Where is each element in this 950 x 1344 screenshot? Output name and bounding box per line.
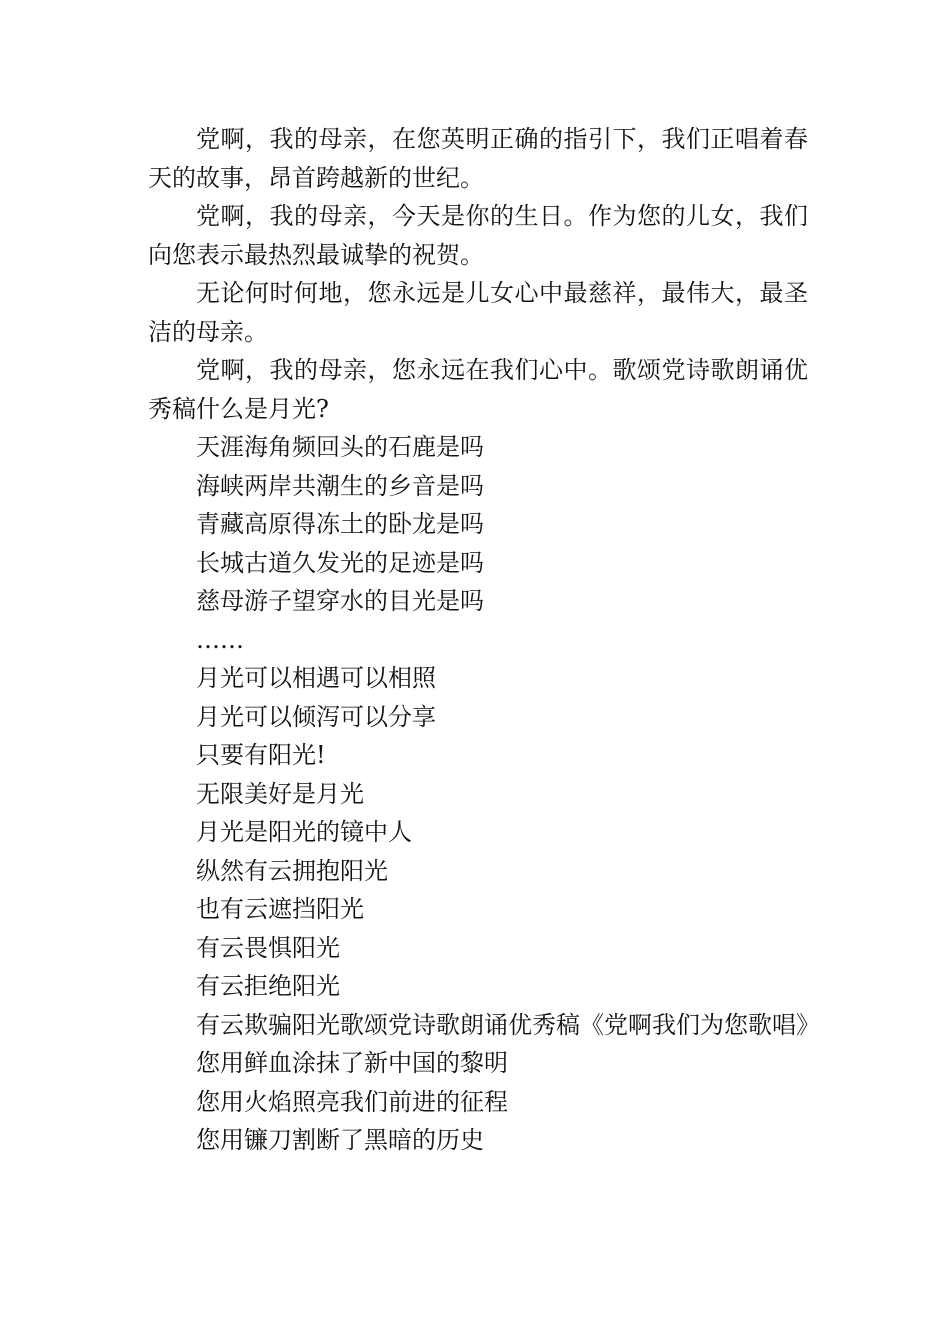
poem-line: 无限美好是月光 — [196, 779, 364, 808]
closing-line: 您用鲜血涂抹了新中国的黎明 — [196, 1049, 508, 1077]
paragraph-1: 党啊，我的母亲，在您英明正确的指引下，我们正唱着春天的故事，昂首跨越新的世纪。 — [148, 125, 808, 192]
closing-line: 您用火焰照亮我们前进的征程 — [196, 1087, 508, 1116]
poem-ellipsis: …… — [196, 625, 244, 654]
poem-line: 月光可以倾泻可以分享 — [196, 702, 436, 731]
poem-line: 也有云遮挡阳光 — [196, 895, 364, 923]
paragraph-2: 党啊，我的母亲，今天是你的生日。作为您的儿女，我们向您表示最热烈最诚挚的祝贺。 — [148, 202, 808, 269]
poem-line: 海峡两岸共潮生的乡音是吗 — [196, 471, 484, 500]
poem-line: 只要有阳光! — [196, 741, 326, 769]
poem-line: 慈母游子望穿水的目光是吗 — [196, 587, 484, 615]
poem-line: 有云拒绝阳光 — [196, 972, 340, 1000]
poem-line: 长城古道久发光的足迹是吗 — [196, 548, 484, 577]
poem-line: 天涯海角频回头的石鹿是吗 — [196, 433, 484, 461]
paragraph-3: 无论何时何地，您永远是儿女心中最慈祥，最伟大，最圣洁的母亲。 — [148, 279, 808, 346]
transition-paragraph: 有云欺骗阳光歌颂党诗歌朗诵优秀稿《党啊我们为您歌唱》 — [196, 1010, 820, 1039]
poem-line: 青藏高原得冻土的卧龙是吗 — [196, 510, 484, 538]
poem-line: 有云畏惧阳光 — [196, 933, 340, 962]
poem-line: 月光是阳光的镜中人 — [196, 818, 412, 846]
closing-line: 您用镰刀割断了黑暗的历史 — [196, 1126, 484, 1154]
poem-line: 月光可以相遇可以相照 — [196, 664, 436, 692]
poem-line: 纵然有云拥抱阳光 — [196, 856, 388, 885]
document-page — [148, 120, 820, 1160]
paragraph-4: 党啊，我的母亲，您永远在我们心中。歌颂党诗歌朗诵优秀稿什么是月光? — [148, 356, 808, 423]
